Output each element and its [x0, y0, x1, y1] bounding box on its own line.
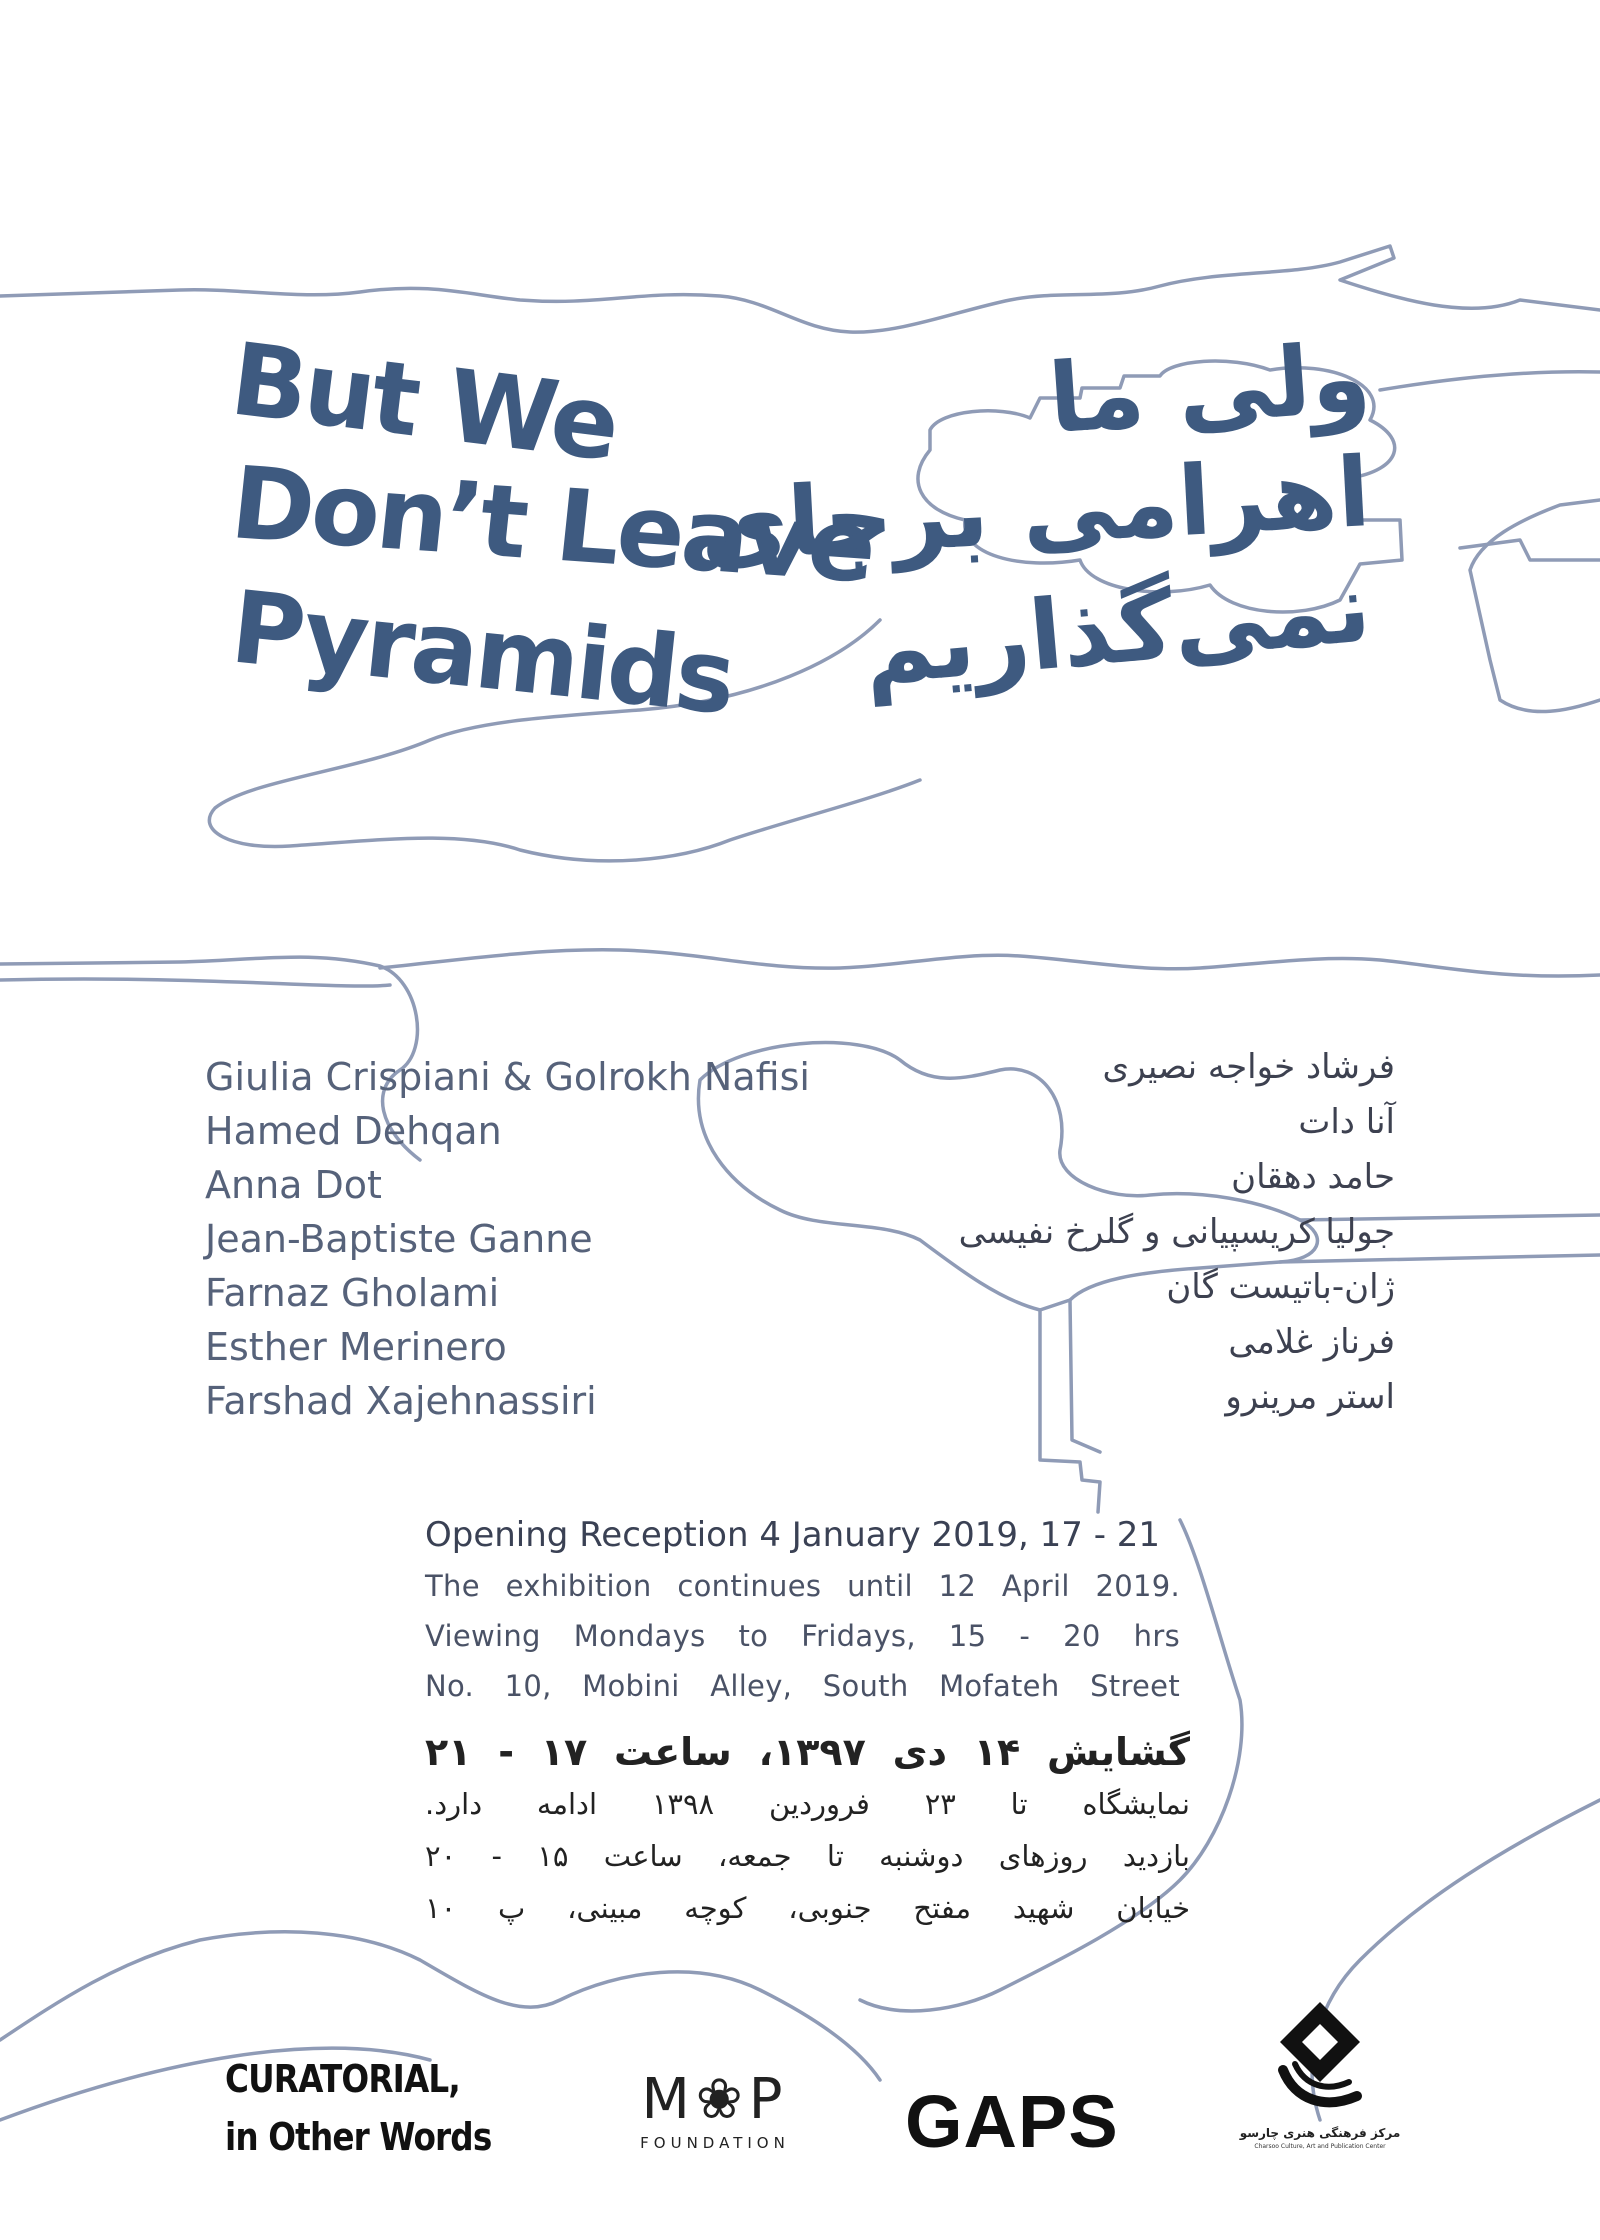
charsoo-center-logo	[1230, 2000, 1410, 2150]
exhibition-info-persian	[425, 1730, 1190, 1934]
artist-name-english: Farshad Xajehnassiri	[205, 1379, 597, 1423]
viewing-hours-line-persian: بازدید روزهای دوشنبه تا جمعه، ساعت ۱۵ - ۲۰	[425, 1839, 1190, 1873]
artists-list-english	[205, 1050, 810, 1428]
artist-name-persian: فرناز غلامی	[1228, 1322, 1395, 1362]
gaps-logo: GAPS	[905, 2080, 1119, 2163]
artist-name-persian: آنا دات	[1298, 1102, 1395, 1142]
artist-name-persian: جولیا کریسپیانی و گلرخ نفیسی	[958, 1212, 1395, 1252]
mop-logo-subtitle: FOUNDATION	[640, 2134, 790, 2152]
curatorial-logo-line-1: CURATORIAL,	[225, 2057, 460, 2101]
charsoo-name-persian: مرکز فرهنگی هنری چارسو	[1239, 2126, 1401, 2140]
title-english-line-3: Pyramids	[225, 568, 739, 738]
opening-reception-heading-persian: گشایش ۱۴ دی ۱۳۹۷، ساعت ۱۷ - ۲۱	[425, 1730, 1190, 1774]
address-line: No. 10, Mobini Alley, South Mofateh Street	[425, 1669, 1180, 1703]
artist-name-persian: حامد دهقان	[1231, 1157, 1395, 1197]
charsoo-emblem-icon	[1265, 2000, 1375, 2120]
artist-name-persian: فرشاد خواجه نصیری	[1102, 1047, 1395, 1087]
map-right-inlet	[1470, 500, 1600, 712]
title-english-line-2: Don’t Leave	[225, 444, 880, 606]
title-english-line-1: But We	[224, 320, 623, 484]
map-main-contour	[380, 950, 1600, 976]
artist-name-persian: ژان-باتیست گان	[1166, 1267, 1395, 1307]
artist-name-english: Hamed Dehqan	[205, 1109, 502, 1153]
title-persian	[696, 320, 1375, 708]
viewing-hours-line: Viewing Mondays to Fridays, 15 - 20 hrs	[425, 1619, 1180, 1653]
exhibition-dates-line-persian: نمایشگاه تا ۲۳ فروردین ۱۳۹۸ ادامه دارد.	[425, 1787, 1191, 1821]
artist-name-english: Farnaz Gholami	[205, 1271, 500, 1315]
mop-logo-mark: M❀P	[641, 2067, 789, 2132]
address-line-persian: خیابان شهید مفتح جنوبی، کوچه مبینی، پ ۱۰	[425, 1891, 1190, 1925]
artist-name-english: Anna Dot	[205, 1163, 382, 1207]
curatorial-logo-line-2: in Other Words	[225, 2115, 492, 2159]
artists-list-persian	[959, 1040, 1395, 1425]
map-middle-river-2	[0, 979, 390, 986]
mop-foundation-logo	[630, 2067, 800, 2152]
artist-name-english: Jean-Baptiste Ganne	[205, 1217, 593, 1261]
artist-name-english: Giulia Crispiani & Golrokh Nafisi	[205, 1055, 810, 1099]
map-top-right	[1380, 372, 1600, 390]
opening-reception-heading: Opening Reception 4 January 2019, 17 - 21	[425, 1515, 1161, 1555]
title-persian-line-1: ولی ما	[1045, 321, 1374, 456]
charsoo-name-english: Charsoo Culture, Art and Publication Center	[1254, 2143, 1386, 2150]
exhibition-info-english	[425, 1515, 1180, 1711]
curatorial-in-other-words-logo	[225, 2050, 491, 2166]
artist-name-english: Esther Merinero	[205, 1325, 507, 1369]
artist-name-persian: استر مرینرو	[1225, 1377, 1395, 1417]
exhibition-dates-line: The exhibition continues until 12 April 2019.	[425, 1569, 1180, 1603]
title-persian-line-2: اهرامی برجای	[696, 436, 1373, 584]
title-persian-line-3: نمی‌گذاریم	[858, 551, 1375, 708]
